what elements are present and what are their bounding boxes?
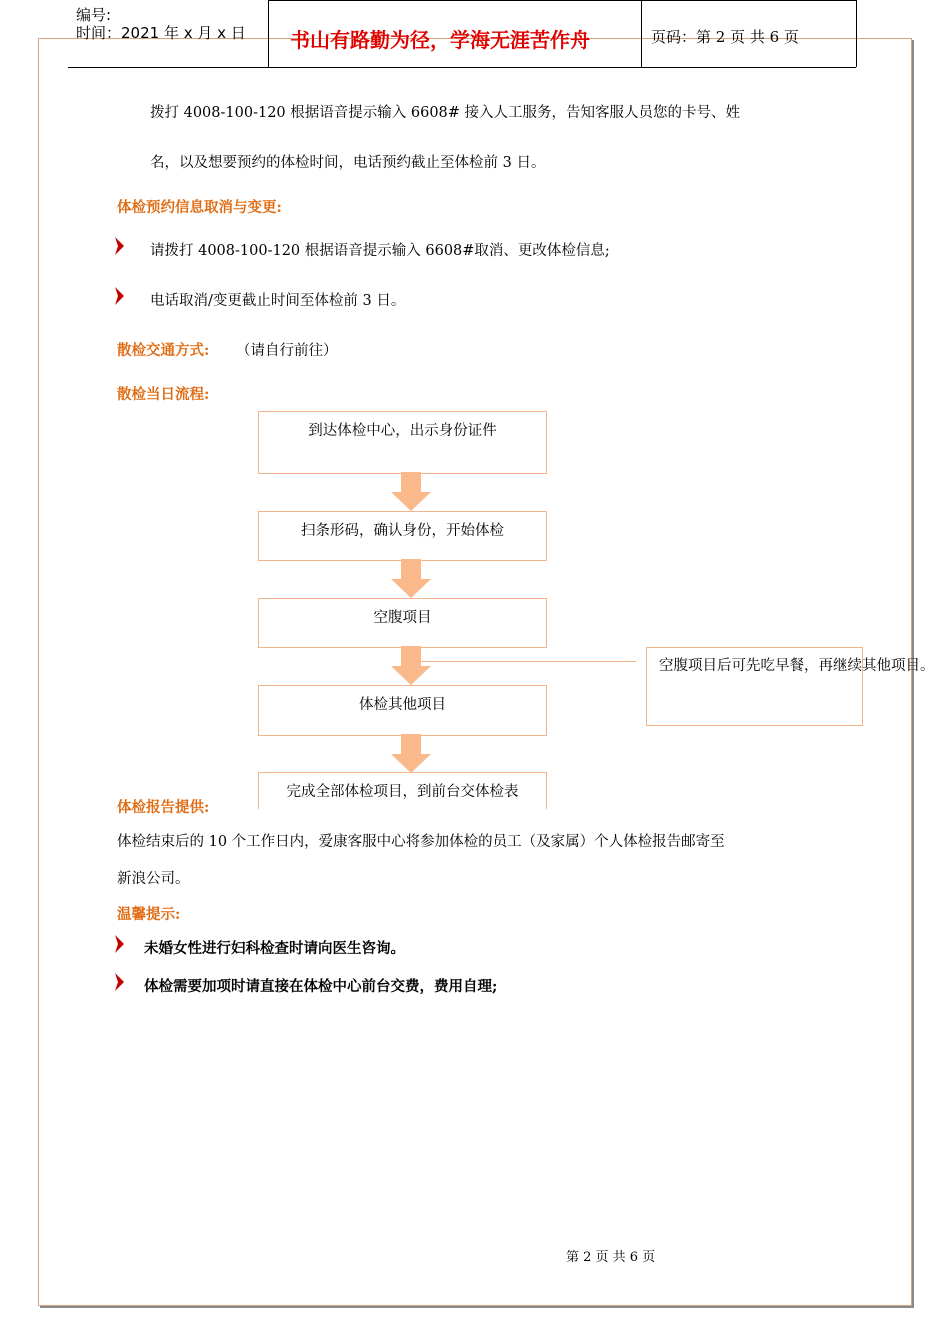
tip-bullet-2: 体检需要加项时请直接在体检中心前台交费，费用自理; bbox=[144, 978, 498, 995]
header-number-label: 编号: bbox=[76, 6, 112, 24]
report-line-2: 新浪公司。 bbox=[117, 871, 190, 887]
transport-note: （请自行前往） bbox=[236, 343, 338, 359]
header-motto: 书山有路勤为径，学海无涯苦作舟 bbox=[290, 28, 590, 52]
flow-heading: 散检当日流程: bbox=[117, 386, 210, 403]
bullet-arrow-icon bbox=[115, 287, 124, 305]
flow-step-box bbox=[258, 411, 547, 474]
flow-step-label: 体检其他项目 bbox=[359, 697, 446, 713]
header-bottom-rule bbox=[68, 67, 856, 68]
header-page-label: 页码：第 2 页 共 6 页 bbox=[651, 28, 799, 46]
footer-page-label: 第 2 页 共 6 页 bbox=[566, 1250, 656, 1265]
report-heading: 体检报告提供: bbox=[117, 799, 210, 816]
transport-heading: 散检交通方式: bbox=[117, 342, 210, 359]
cancel-bullet-1: 请拨打 4008-100-120 根据语音提示输入 6608#取消、更改体检信息; bbox=[150, 243, 610, 259]
down-arrow-icon bbox=[391, 734, 431, 773]
bullet-arrow-icon bbox=[115, 935, 124, 953]
flow-step-label: 完成全部体检项目，到前台交体检表 bbox=[286, 784, 519, 800]
header-top-rule bbox=[268, 0, 856, 1]
flow-step-box bbox=[258, 598, 547, 648]
flow-step-label: 到达体检中心，出示身份证件 bbox=[308, 423, 497, 439]
report-line-1: 体检结束后的 10 个工作日内，爱康客服中心将参加体检的员工（及家属）个人体检报告邮寄至 bbox=[117, 834, 725, 850]
bullet-arrow-icon bbox=[115, 237, 124, 255]
flow-step-box bbox=[258, 772, 547, 809]
flow-step-label: 扫条形码，确认身份，开始体检 bbox=[301, 523, 504, 539]
flow-step-label: 空腹项目 bbox=[373, 610, 432, 626]
cancel-section-heading: 体检预约信息取消与变更: bbox=[117, 199, 282, 216]
header-divider bbox=[268, 0, 269, 67]
phone-booking-line-2: 名，以及想要预约的体检时间，电话预约截止至体检前 3 日。 bbox=[150, 155, 546, 171]
flow-step-box bbox=[258, 511, 547, 561]
header-divider bbox=[641, 0, 642, 67]
callout-connector bbox=[420, 661, 636, 662]
phone-booking-line-1: 拨打 4008-100-120 根据语音提示输入 6608# 接入人工服务，告知客服人员您的卡号、姓 bbox=[150, 105, 741, 121]
callout-text: 空腹项目后可先吃早餐，再继续其他项目。 bbox=[659, 658, 935, 674]
header-divider bbox=[856, 0, 857, 67]
header-date-label: 时间：2021 年 x 月 x 日 bbox=[76, 24, 246, 42]
tip-bullet-1: 未婚女性进行妇科检查时请向医生咨询。 bbox=[144, 940, 405, 957]
cancel-bullet-2: 电话取消/变更截止时间至体检前 3 日。 bbox=[150, 293, 406, 309]
tips-heading: 温馨提示: bbox=[117, 906, 181, 923]
down-arrow-icon bbox=[391, 646, 431, 685]
bullet-arrow-icon bbox=[115, 973, 124, 991]
down-arrow-icon bbox=[391, 559, 431, 598]
down-arrow-icon bbox=[391, 472, 431, 511]
flow-step-box bbox=[258, 685, 547, 736]
